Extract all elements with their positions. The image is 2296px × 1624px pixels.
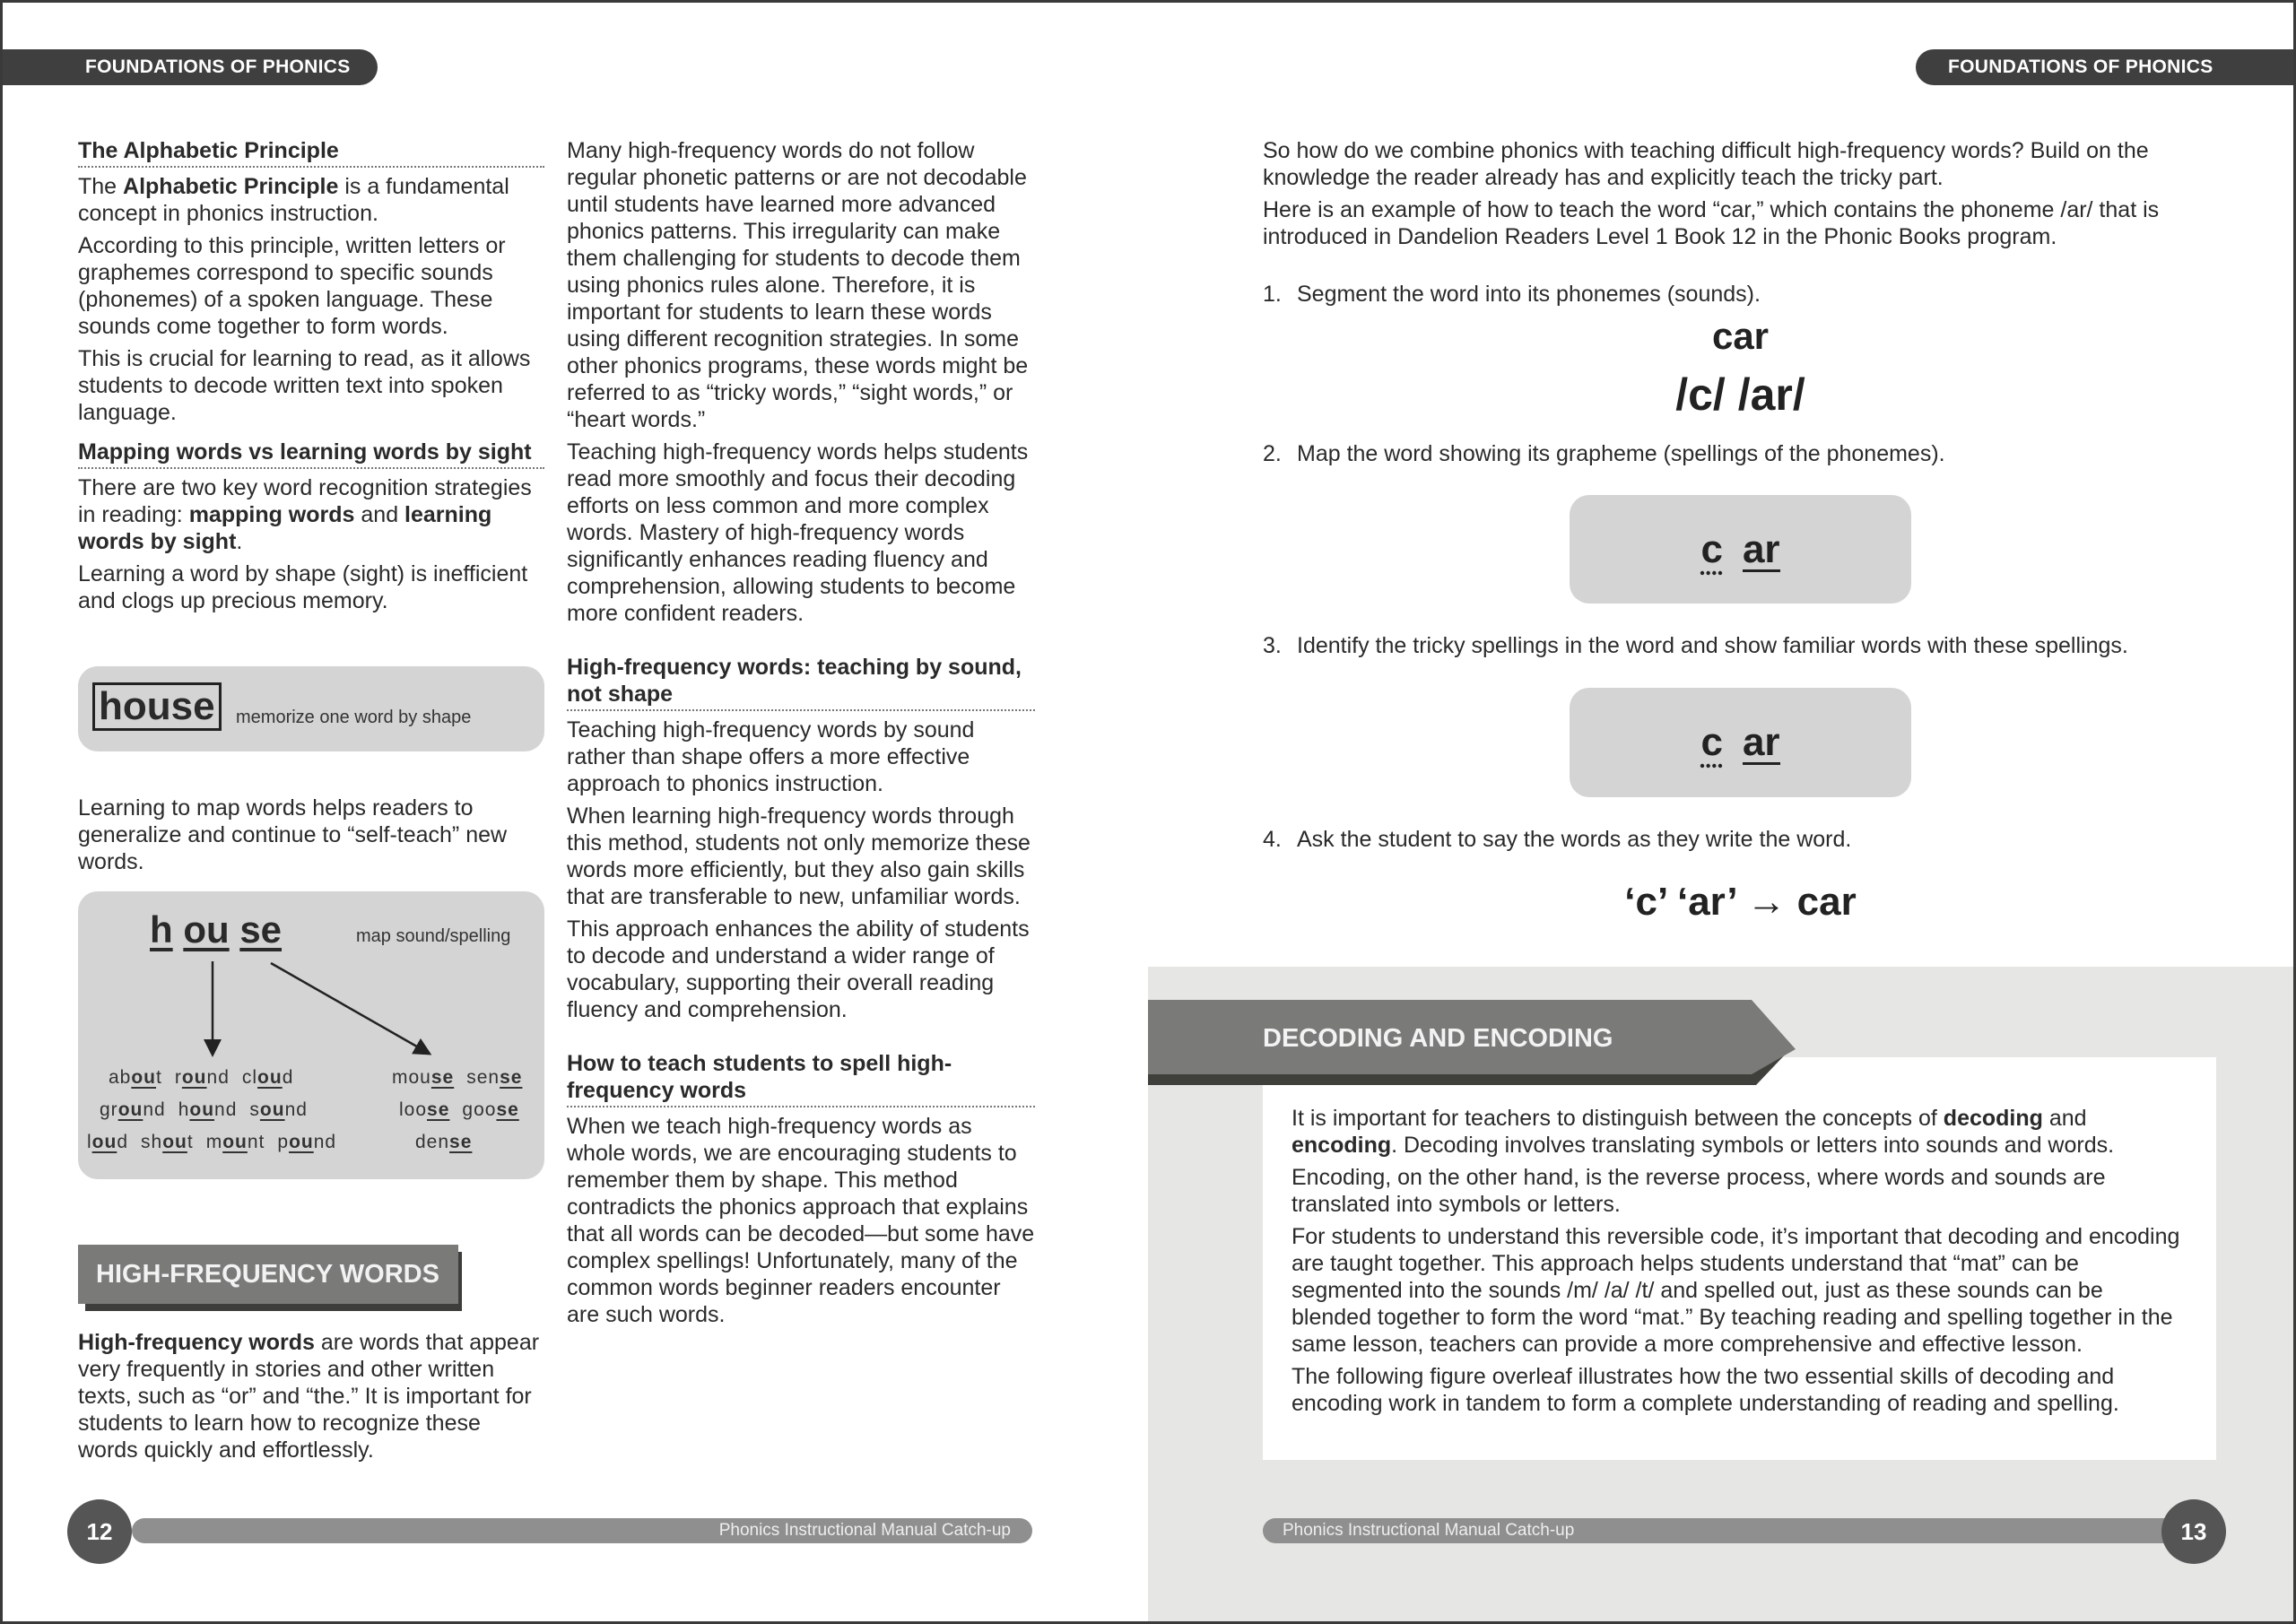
text: is a fundamental concept in phonics instruction. xyxy=(78,174,509,226)
paragraph: Here is an example of how to teach the word “car,” which contains the phoneme /ar/ that is introduced in Dandelion Readers Level 1 Book 12 in the Phonic Books program. xyxy=(1263,197,2160,249)
left-column-1 xyxy=(78,137,544,620)
grapheme-ar: ar xyxy=(1742,720,1780,764)
paragraph: According to this principle, written letters or graphemes correspond to specific sounds (phonemes) of a spoken language. These sounds come together to form words. xyxy=(78,233,506,339)
word-row xyxy=(87,1126,349,1159)
bold-term: learning words by sight xyxy=(78,502,492,554)
example-word: goose xyxy=(462,1099,519,1120)
example-word: loud xyxy=(87,1132,129,1152)
example-word: dense xyxy=(415,1132,473,1152)
step-4 xyxy=(1263,826,2213,853)
paragraph: Teaching high-frequency words helps students read more smoothly and focus their decoding efforts on less common and more complex words. Mastery of high-frequency words significantly enhances reading fluency and comprehension, allowing students to become more confident readers. xyxy=(567,439,1029,626)
bold-term: encoding xyxy=(1292,1133,1392,1158)
bold-term: High-frequency words xyxy=(78,1330,315,1355)
paragraph: Teaching high-frequency words by sound rather than shape offers a more effective approach to phonics instruction. xyxy=(567,717,975,796)
step-number: 3. xyxy=(1263,633,1282,658)
paragraph: Learning to map words helps readers to generalize and continue to “self-teach” new words. xyxy=(78,795,508,874)
footer-bar-right: Phonics Instructional Manual Catch-up xyxy=(1263,1518,2196,1543)
example-word: sound xyxy=(249,1099,308,1120)
text: . Decoding involves translating symbols or letters into sounds and words. xyxy=(1391,1133,2115,1158)
example-word: pound xyxy=(277,1132,337,1152)
paragraph: Many high-frequency words do not follow regular phonetic patterns or are not decodable until students have learned more advanced phonics patterns. This irregularity can make them challenging for students to decode them using phonics rules alone. Therefore, it is important for students to learn these words using different recognition strategies. In some other phonics programs, these words might be referred to as “tricky words,” “sight words,” or “heart words.” xyxy=(567,138,1029,432)
paragraph xyxy=(1292,1105,2188,1159)
step-number: 2. xyxy=(1263,441,1282,466)
grapheme-box-2 xyxy=(1570,688,1911,797)
text: and xyxy=(354,502,405,527)
paragraph: This approach enhances the ability of students to decode and understand a wider range of vocabulary, supporting their overall reading fluency and comprehension. xyxy=(567,916,1030,1022)
paragraph xyxy=(78,1329,544,1463)
bold-term: Alphabetic Principle xyxy=(123,174,339,199)
paragraph: When learning high-frequency words through this method, students not only memorize these words more efficiently, but they also gain skills that are transferable to new, unfamiliar words. xyxy=(567,803,1031,909)
example-word: shout xyxy=(141,1132,194,1152)
word-row xyxy=(392,1126,535,1159)
example-word: car xyxy=(1711,315,1770,357)
bold-term: decoding xyxy=(1943,1106,2043,1131)
grapheme-h: h xyxy=(150,908,173,951)
paragraph: Learning a word by shape (sight) is inefficient and clogs up precious memory. xyxy=(78,561,528,613)
example-word: mount xyxy=(205,1132,265,1152)
step-1 xyxy=(1263,281,2213,308)
step-3 xyxy=(1263,632,2213,659)
bold-term: mapping words xyxy=(188,502,355,527)
footer-bar-left: Phonics Instructional Manual Catch-up xyxy=(132,1518,1032,1543)
page-number-right: 13 xyxy=(2161,1499,2226,1564)
house-shape-box xyxy=(78,666,544,751)
grapheme-ou: ou xyxy=(183,908,230,951)
paragraph: When we teach high-frequency words as whole words, we are encouraging students to remember them by shape. This method contradicts the phonics approach that explains that all words can be decoded—but some have complex spellings! Unfortunately, many of the common words beginner readers encounter are such words. xyxy=(567,1114,1035,1327)
paragraph: The following figure overleaf illustrates how the two essential skills of decoding and encoding work in tandem to form a complete understanding of reading and spelling. xyxy=(1292,1364,2119,1416)
page-number-left: 12 xyxy=(67,1499,132,1564)
house-word: house xyxy=(92,682,222,731)
text: It is important for teachers to distinguish between the concepts of xyxy=(1292,1106,1944,1131)
step-text: Map the word showing its grapheme (spellings of the phonemes). xyxy=(1297,441,1945,466)
text: There are two key word recognition strategies in reading: xyxy=(78,475,532,527)
paragraph xyxy=(78,173,544,227)
right-intro xyxy=(1263,137,2218,256)
house-caption: memorize one word by shape xyxy=(236,708,472,727)
example-word: about xyxy=(109,1067,162,1088)
left-column-2 xyxy=(567,137,1035,1333)
grapheme-ar: ar xyxy=(1742,527,1780,571)
paragraph: For students to understand this reversible code, it’s important that decoding and encoding are taught together. This approach helps students understand that “mat” can be segmented into the sounds /m/ /a/ /t/ and spelled out, just as these sounds can be blended together to form the word “mat.” By teaching reading and spelling together in the same lesson, teachers can provide a more comprehensive and effective lesson. xyxy=(1292,1224,2180,1357)
grapheme-c-dotted: c xyxy=(1700,720,1723,764)
example-word: hound xyxy=(178,1099,238,1120)
heading-teaching-by-sound: High-frequency words: teaching by sound, not shape xyxy=(567,654,1035,711)
text: and xyxy=(2042,1106,2087,1131)
section-header-right: FOUNDATIONS OF PHONICS xyxy=(1916,49,2296,85)
paragraph: Encoding, on the other hand, is the reverse process, where words and sounds are translated into symbols or letters. xyxy=(1292,1165,2106,1217)
heading-alphabetic-principle: The Alphabetic Principle xyxy=(78,137,544,168)
heading-mapping-words: Mapping words vs learning words by sight xyxy=(78,439,544,469)
grapheme-box-1 xyxy=(1570,495,1911,604)
word-row xyxy=(87,1094,349,1126)
map-sound-spelling-box xyxy=(78,891,544,1179)
step-number: 4. xyxy=(1263,827,1282,852)
banner-decoding-and-encoding: DECODING AND ENCODING xyxy=(1263,1024,1613,1053)
step-text: Ask the student to say the words as they write the word. xyxy=(1297,827,1852,852)
step-2 xyxy=(1263,440,2213,467)
text: The xyxy=(78,174,124,199)
grapheme-se: se xyxy=(239,908,283,951)
example-word: cloud xyxy=(241,1067,294,1088)
paragraph: So how do we combine phonics with teaching difficult high-frequency words? Build on the knowledge the reader already has and explicitly teach the tricky part. xyxy=(1263,138,2149,190)
text: . xyxy=(236,529,243,554)
step-text: Identify the tricky spellings in the word and show familiar words with these spellings. xyxy=(1297,633,2128,658)
decoding-box-text xyxy=(1292,1105,2188,1422)
text: are words that appear very frequently in stories and other written texts, such as “or” and “the.” It is important for students to learn how to recognize these words quickly and effortlessly. xyxy=(78,1330,540,1463)
map-caption: map sound/spelling xyxy=(356,926,511,946)
word-row xyxy=(392,1094,535,1126)
se-word-list xyxy=(392,1062,535,1159)
step-text: Segment the word into its phonemes (sounds). xyxy=(1297,282,1761,307)
example-word: sense xyxy=(466,1067,523,1088)
word-row xyxy=(392,1062,535,1094)
section-header-left: FOUNDATIONS OF PHONICS xyxy=(0,49,378,85)
example-word: mouse xyxy=(392,1067,455,1088)
example-word: round xyxy=(174,1067,230,1088)
step-number: 1. xyxy=(1263,282,1282,307)
paragraph xyxy=(78,474,544,555)
phoneme-segmentation: /c/ /ar/ xyxy=(1675,369,1805,420)
grapheme-c-dotted: c xyxy=(1700,527,1723,571)
word-row xyxy=(87,1062,349,1094)
banner-high-frequency-words: HIGH-FREQUENCY WORDS xyxy=(78,1245,458,1304)
ou-word-list xyxy=(87,1062,349,1159)
example-word: ground xyxy=(100,1099,166,1120)
arrow-se xyxy=(271,963,428,1053)
heading-spell-hf-words: How to teach students to spell high-frequency words xyxy=(567,1050,1035,1107)
blending-formula: ‘c’ ‘ar’ → car xyxy=(1624,880,1857,924)
example-word: loose xyxy=(399,1099,450,1120)
paragraph: This is crucial for learning to read, as it allows students to decode written text into spoken language. xyxy=(78,346,531,425)
